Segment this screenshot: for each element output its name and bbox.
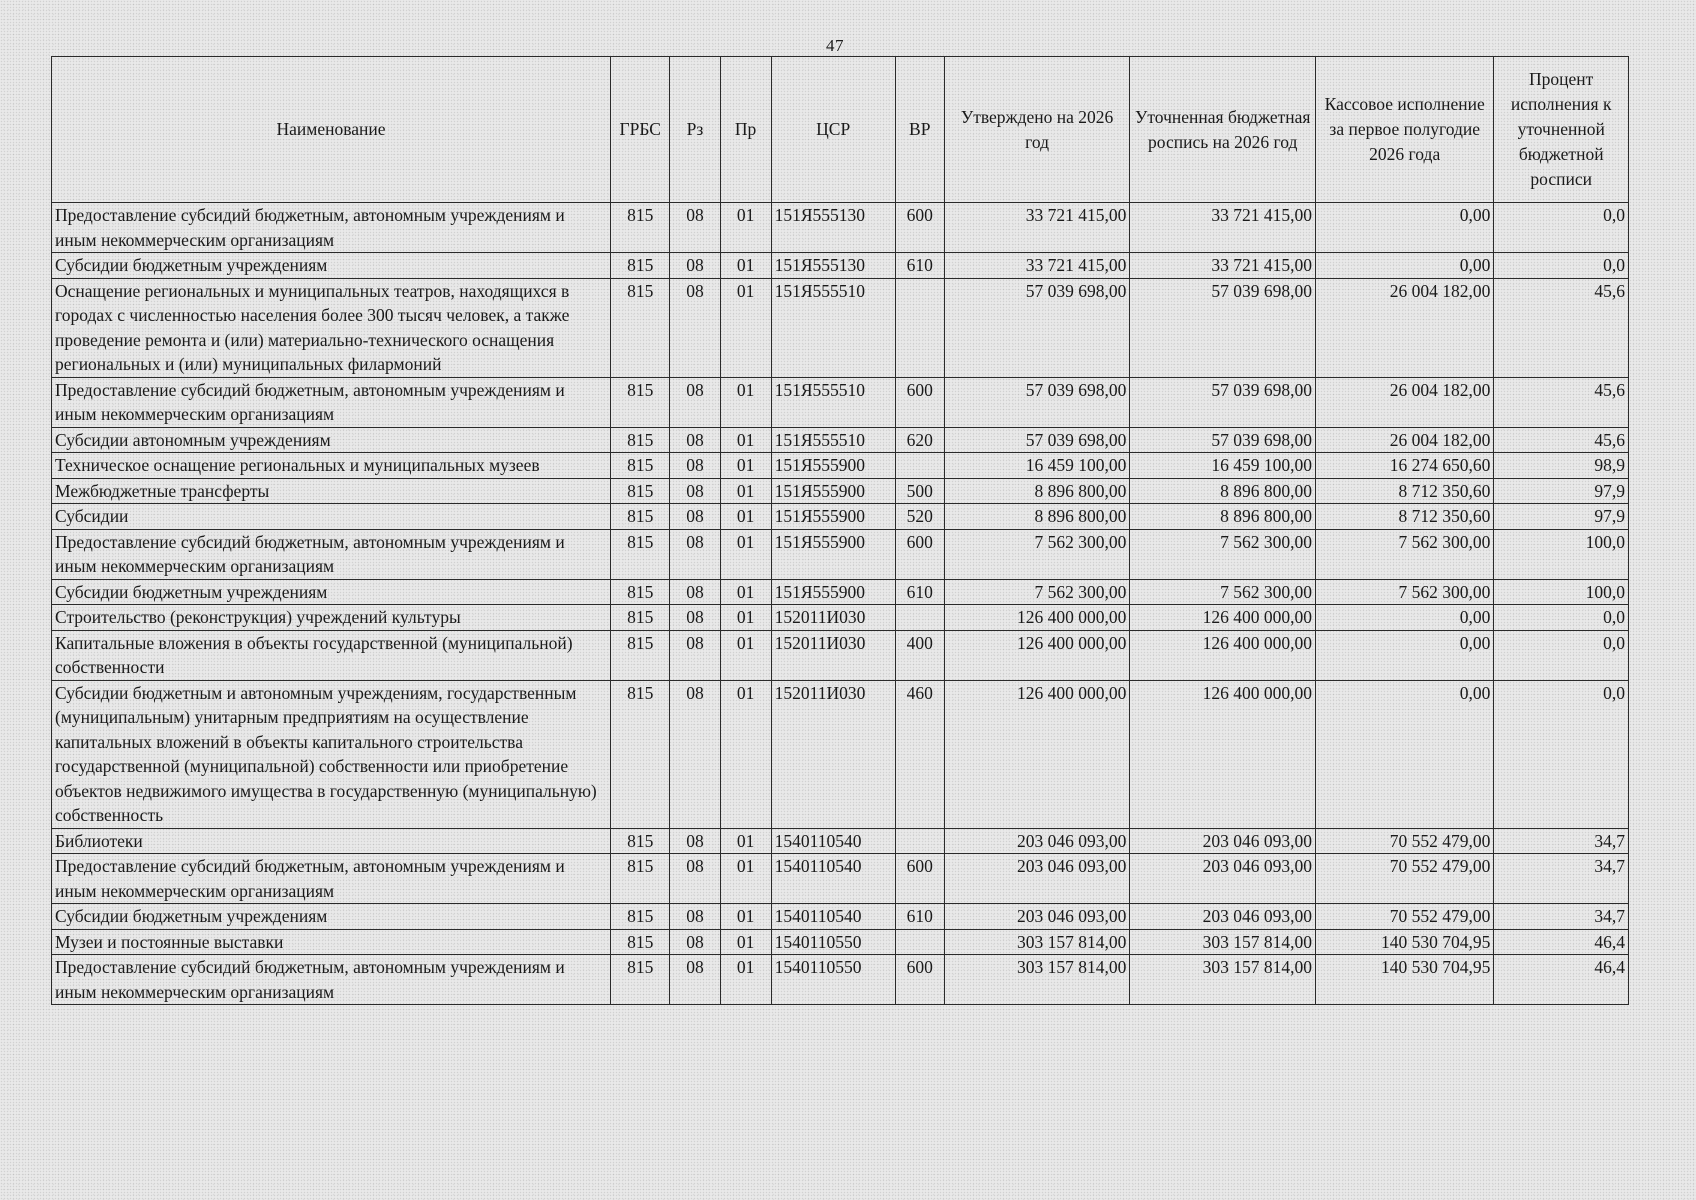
cell-vr: 520 [895, 504, 944, 530]
cell-grbs: 815 [611, 955, 670, 1005]
cell-rz: 08 [670, 427, 720, 453]
cell-name: Оснащение региональных и муниципальных театров, находящихся в городах с численностью населения более 300 тысяч человек, а также проведение ремонта и (или) материально-технического оснащения региональных и (или) муниципальных филармоний [52, 278, 611, 377]
cell-grbs: 815 [611, 478, 670, 504]
cell-csr: 1540110540 [771, 904, 895, 930]
cell-cash: 0,00 [1316, 253, 1494, 279]
cell-name: Предоставление субсидий бюджетным, автономным учреждениям и иным некоммерческим организациям [52, 203, 611, 253]
cell-name: Предоставление субсидий бюджетным, автономным учреждениям и иным некоммерческим организациям [52, 854, 611, 904]
cell-pr: 01 [720, 828, 771, 854]
cell-pr: 01 [720, 427, 771, 453]
cell-rz: 08 [670, 955, 720, 1005]
table-row [52, 504, 1629, 530]
cell-csr: 1540110550 [771, 955, 895, 1005]
cell-name: Субсидии [52, 504, 611, 530]
cell-refined: 126 400 000,00 [1130, 605, 1316, 631]
cell-percent: 0,0 [1494, 630, 1629, 680]
cell-vr: 600 [895, 955, 944, 1005]
cell-refined: 203 046 093,00 [1130, 904, 1316, 930]
cell-csr: 151Я555130 [771, 203, 895, 253]
cell-name: Субсидии бюджетным учреждениям [52, 579, 611, 605]
cell-csr: 1540110540 [771, 828, 895, 854]
cell-pr: 01 [720, 253, 771, 279]
cell-cash: 0,00 [1316, 605, 1494, 631]
cell-cash: 26 004 182,00 [1316, 427, 1494, 453]
cell-percent: 100,0 [1494, 579, 1629, 605]
cell-grbs: 815 [611, 929, 670, 955]
cell-percent: 0,0 [1494, 253, 1629, 279]
cell-vr: 610 [895, 579, 944, 605]
cell-name: Капитальные вложения в объекты государственной (муниципальной) собственности [52, 630, 611, 680]
cell-refined: 33 721 415,00 [1130, 253, 1316, 279]
header-approved: Утверждено на 2026 год [944, 57, 1130, 203]
budget-execution-table [51, 56, 1629, 1005]
cell-percent: 45,6 [1494, 427, 1629, 453]
cell-csr: 151Я555900 [771, 478, 895, 504]
table-row [52, 854, 1629, 904]
cell-csr: 151Я555900 [771, 504, 895, 530]
cell-refined: 8 896 800,00 [1130, 478, 1316, 504]
header-percent: Процент исполнения к уточненной бюджетной росписи [1494, 57, 1629, 203]
cell-name: Межбюджетные трансферты [52, 478, 611, 504]
cell-cash: 16 274 650,60 [1316, 453, 1494, 479]
cell-grbs: 815 [611, 579, 670, 605]
header-grbs: ГРБС [611, 57, 670, 203]
table-row [52, 377, 1629, 427]
cell-percent: 0,0 [1494, 203, 1629, 253]
cell-approved: 7 562 300,00 [944, 579, 1130, 605]
cell-name: Субсидии бюджетным и автономным учреждениям, государственным (муниципальным) унитарным предприятиям на осуществление капитальных вложений в объекты капитального строительства государственной (муниципальной) собственности или приобретение объектов недвижимого имущества в государственную (муниципальную) собственность [52, 680, 611, 828]
cell-name: Субсидии бюджетным учреждениям [52, 904, 611, 930]
table-body [52, 203, 1629, 1005]
cell-cash: 8 712 350,60 [1316, 504, 1494, 530]
cell-vr [895, 929, 944, 955]
cell-csr: 1540110540 [771, 854, 895, 904]
cell-vr [895, 828, 944, 854]
cell-vr: 600 [895, 854, 944, 904]
cell-percent: 97,9 [1494, 504, 1629, 530]
cell-pr: 01 [720, 504, 771, 530]
table-row [52, 955, 1629, 1005]
cell-rz: 08 [670, 605, 720, 631]
cell-cash: 7 562 300,00 [1316, 529, 1494, 579]
table-row [52, 630, 1629, 680]
table-row [52, 605, 1629, 631]
cell-approved: 303 157 814,00 [944, 955, 1130, 1005]
cell-rz: 08 [670, 929, 720, 955]
table-row [52, 278, 1629, 377]
table-header-row [52, 57, 1629, 203]
cell-cash: 26 004 182,00 [1316, 278, 1494, 377]
cell-refined: 7 562 300,00 [1130, 529, 1316, 579]
cell-grbs: 815 [611, 828, 670, 854]
cell-grbs: 815 [611, 253, 670, 279]
cell-rz: 08 [670, 828, 720, 854]
cell-vr: 460 [895, 680, 944, 828]
cell-approved: 126 400 000,00 [944, 630, 1130, 680]
cell-percent: 34,7 [1494, 854, 1629, 904]
cell-grbs: 815 [611, 854, 670, 904]
cell-rz: 08 [670, 278, 720, 377]
cell-approved: 303 157 814,00 [944, 929, 1130, 955]
cell-csr: 152011И030 [771, 630, 895, 680]
cell-vr [895, 605, 944, 631]
table-row [52, 478, 1629, 504]
cell-rz: 08 [670, 529, 720, 579]
cell-cash: 0,00 [1316, 203, 1494, 253]
cell-grbs: 815 [611, 529, 670, 579]
table-row [52, 453, 1629, 479]
cell-percent: 34,7 [1494, 828, 1629, 854]
cell-refined: 33 721 415,00 [1130, 203, 1316, 253]
cell-refined: 7 562 300,00 [1130, 579, 1316, 605]
cell-name: Предоставление субсидий бюджетным, автономным учреждениям и иным некоммерческим организациям [52, 529, 611, 579]
cell-rz: 08 [670, 504, 720, 530]
cell-approved: 126 400 000,00 [944, 680, 1130, 828]
header-vr: ВР [895, 57, 944, 203]
cell-vr: 500 [895, 478, 944, 504]
table-row [52, 579, 1629, 605]
cell-csr: 152011И030 [771, 680, 895, 828]
cell-csr: 151Я555510 [771, 278, 895, 377]
cell-refined: 16 459 100,00 [1130, 453, 1316, 479]
cell-rz: 08 [670, 579, 720, 605]
cell-percent: 0,0 [1494, 680, 1629, 828]
cell-pr: 01 [720, 377, 771, 427]
cell-cash: 70 552 479,00 [1316, 904, 1494, 930]
cell-csr: 1540110550 [771, 929, 895, 955]
cell-vr: 610 [895, 253, 944, 279]
cell-name: Музеи и постоянные выставки [52, 929, 611, 955]
cell-csr: 151Я555900 [771, 529, 895, 579]
cell-refined: 57 039 698,00 [1130, 427, 1316, 453]
cell-cash: 140 530 704,95 [1316, 929, 1494, 955]
cell-refined: 8 896 800,00 [1130, 504, 1316, 530]
cell-csr: 151Я555900 [771, 579, 895, 605]
cell-approved: 7 562 300,00 [944, 529, 1130, 579]
header-rz: Рз [670, 57, 720, 203]
cell-refined: 57 039 698,00 [1130, 278, 1316, 377]
cell-approved: 126 400 000,00 [944, 605, 1130, 631]
cell-pr: 01 [720, 929, 771, 955]
cell-cash: 140 530 704,95 [1316, 955, 1494, 1005]
cell-vr [895, 453, 944, 479]
cell-grbs: 815 [611, 630, 670, 680]
header-pr: Пр [720, 57, 771, 203]
cell-rz: 08 [670, 630, 720, 680]
cell-vr: 400 [895, 630, 944, 680]
cell-pr: 01 [720, 478, 771, 504]
cell-pr: 01 [720, 605, 771, 631]
table-row [52, 427, 1629, 453]
cell-approved: 57 039 698,00 [944, 427, 1130, 453]
cell-rz: 08 [670, 453, 720, 479]
cell-vr: 600 [895, 377, 944, 427]
cell-csr: 151Я555510 [771, 427, 895, 453]
cell-pr: 01 [720, 529, 771, 579]
cell-pr: 01 [720, 854, 771, 904]
cell-pr: 01 [720, 630, 771, 680]
cell-refined: 57 039 698,00 [1130, 377, 1316, 427]
cell-pr: 01 [720, 904, 771, 930]
cell-percent: 0,0 [1494, 605, 1629, 631]
cell-grbs: 815 [611, 680, 670, 828]
cell-percent: 46,4 [1494, 955, 1629, 1005]
cell-cash: 7 562 300,00 [1316, 579, 1494, 605]
cell-rz: 08 [670, 253, 720, 279]
cell-approved: 57 039 698,00 [944, 377, 1130, 427]
cell-csr: 152011И030 [771, 605, 895, 631]
cell-vr: 620 [895, 427, 944, 453]
cell-name: Строительство (реконструкция) учреждений культуры [52, 605, 611, 631]
cell-approved: 203 046 093,00 [944, 828, 1130, 854]
cell-cash: 70 552 479,00 [1316, 854, 1494, 904]
cell-cash: 0,00 [1316, 630, 1494, 680]
header-cash: Кассовое исполнение за первое полугодие 2026 года [1316, 57, 1494, 203]
cell-grbs: 815 [611, 278, 670, 377]
cell-pr: 01 [720, 680, 771, 828]
header-csr: ЦСР [771, 57, 895, 203]
cell-vr [895, 278, 944, 377]
cell-pr: 01 [720, 955, 771, 1005]
cell-refined: 203 046 093,00 [1130, 828, 1316, 854]
table-row [52, 929, 1629, 955]
table-row [52, 203, 1629, 253]
cell-rz: 08 [670, 478, 720, 504]
cell-grbs: 815 [611, 427, 670, 453]
cell-refined: 303 157 814,00 [1130, 955, 1316, 1005]
cell-percent: 45,6 [1494, 278, 1629, 377]
cell-rz: 08 [670, 854, 720, 904]
cell-pr: 01 [720, 203, 771, 253]
cell-cash: 26 004 182,00 [1316, 377, 1494, 427]
cell-approved: 57 039 698,00 [944, 278, 1130, 377]
cell-name: Субсидии бюджетным учреждениям [52, 253, 611, 279]
cell-csr: 151Я555130 [771, 253, 895, 279]
cell-rz: 08 [670, 680, 720, 828]
cell-grbs: 815 [611, 453, 670, 479]
cell-percent: 100,0 [1494, 529, 1629, 579]
cell-cash: 70 552 479,00 [1316, 828, 1494, 854]
cell-percent: 97,9 [1494, 478, 1629, 504]
cell-refined: 126 400 000,00 [1130, 630, 1316, 680]
cell-percent: 34,7 [1494, 904, 1629, 930]
cell-approved: 203 046 093,00 [944, 904, 1130, 930]
cell-approved: 8 896 800,00 [944, 504, 1130, 530]
cell-refined: 203 046 093,00 [1130, 854, 1316, 904]
cell-approved: 203 046 093,00 [944, 854, 1130, 904]
cell-cash: 8 712 350,60 [1316, 478, 1494, 504]
cell-cash: 0,00 [1316, 680, 1494, 828]
cell-refined: 126 400 000,00 [1130, 680, 1316, 828]
cell-csr: 151Я555510 [771, 377, 895, 427]
cell-csr: 151Я555900 [771, 453, 895, 479]
cell-approved: 33 721 415,00 [944, 253, 1130, 279]
cell-pr: 01 [720, 278, 771, 377]
cell-grbs: 815 [611, 904, 670, 930]
cell-rz: 08 [670, 904, 720, 930]
cell-percent: 46,4 [1494, 929, 1629, 955]
cell-vr: 610 [895, 904, 944, 930]
cell-name: Субсидии автономным учреждениям [52, 427, 611, 453]
cell-vr: 600 [895, 529, 944, 579]
cell-name: Предоставление субсидий бюджетным, автономным учреждениям и иным некоммерческим организациям [52, 955, 611, 1005]
cell-grbs: 815 [611, 377, 670, 427]
table-row [52, 529, 1629, 579]
cell-vr: 600 [895, 203, 944, 253]
cell-pr: 01 [720, 453, 771, 479]
header-name: Наименование [52, 57, 611, 203]
table-row [52, 680, 1629, 828]
table-row [52, 253, 1629, 279]
cell-rz: 08 [670, 203, 720, 253]
table-row [52, 828, 1629, 854]
cell-name: Библиотеки [52, 828, 611, 854]
cell-name: Предоставление субсидий бюджетным, автономным учреждениям и иным некоммерческим организациям [52, 377, 611, 427]
header-refined: Уточненная бюджетная роспись на 2026 год [1130, 57, 1316, 203]
cell-approved: 8 896 800,00 [944, 478, 1130, 504]
cell-refined: 303 157 814,00 [1130, 929, 1316, 955]
page-number: 47 [826, 36, 844, 55]
cell-rz: 08 [670, 377, 720, 427]
cell-percent: 45,6 [1494, 377, 1629, 427]
cell-grbs: 815 [611, 504, 670, 530]
cell-pr: 01 [720, 579, 771, 605]
cell-name: Техническое оснащение региональных и муниципальных музеев [52, 453, 611, 479]
table-row [52, 904, 1629, 930]
cell-grbs: 815 [611, 203, 670, 253]
cell-grbs: 815 [611, 605, 670, 631]
cell-percent: 98,9 [1494, 453, 1629, 479]
cell-approved: 33 721 415,00 [944, 203, 1130, 253]
cell-approved: 16 459 100,00 [944, 453, 1130, 479]
